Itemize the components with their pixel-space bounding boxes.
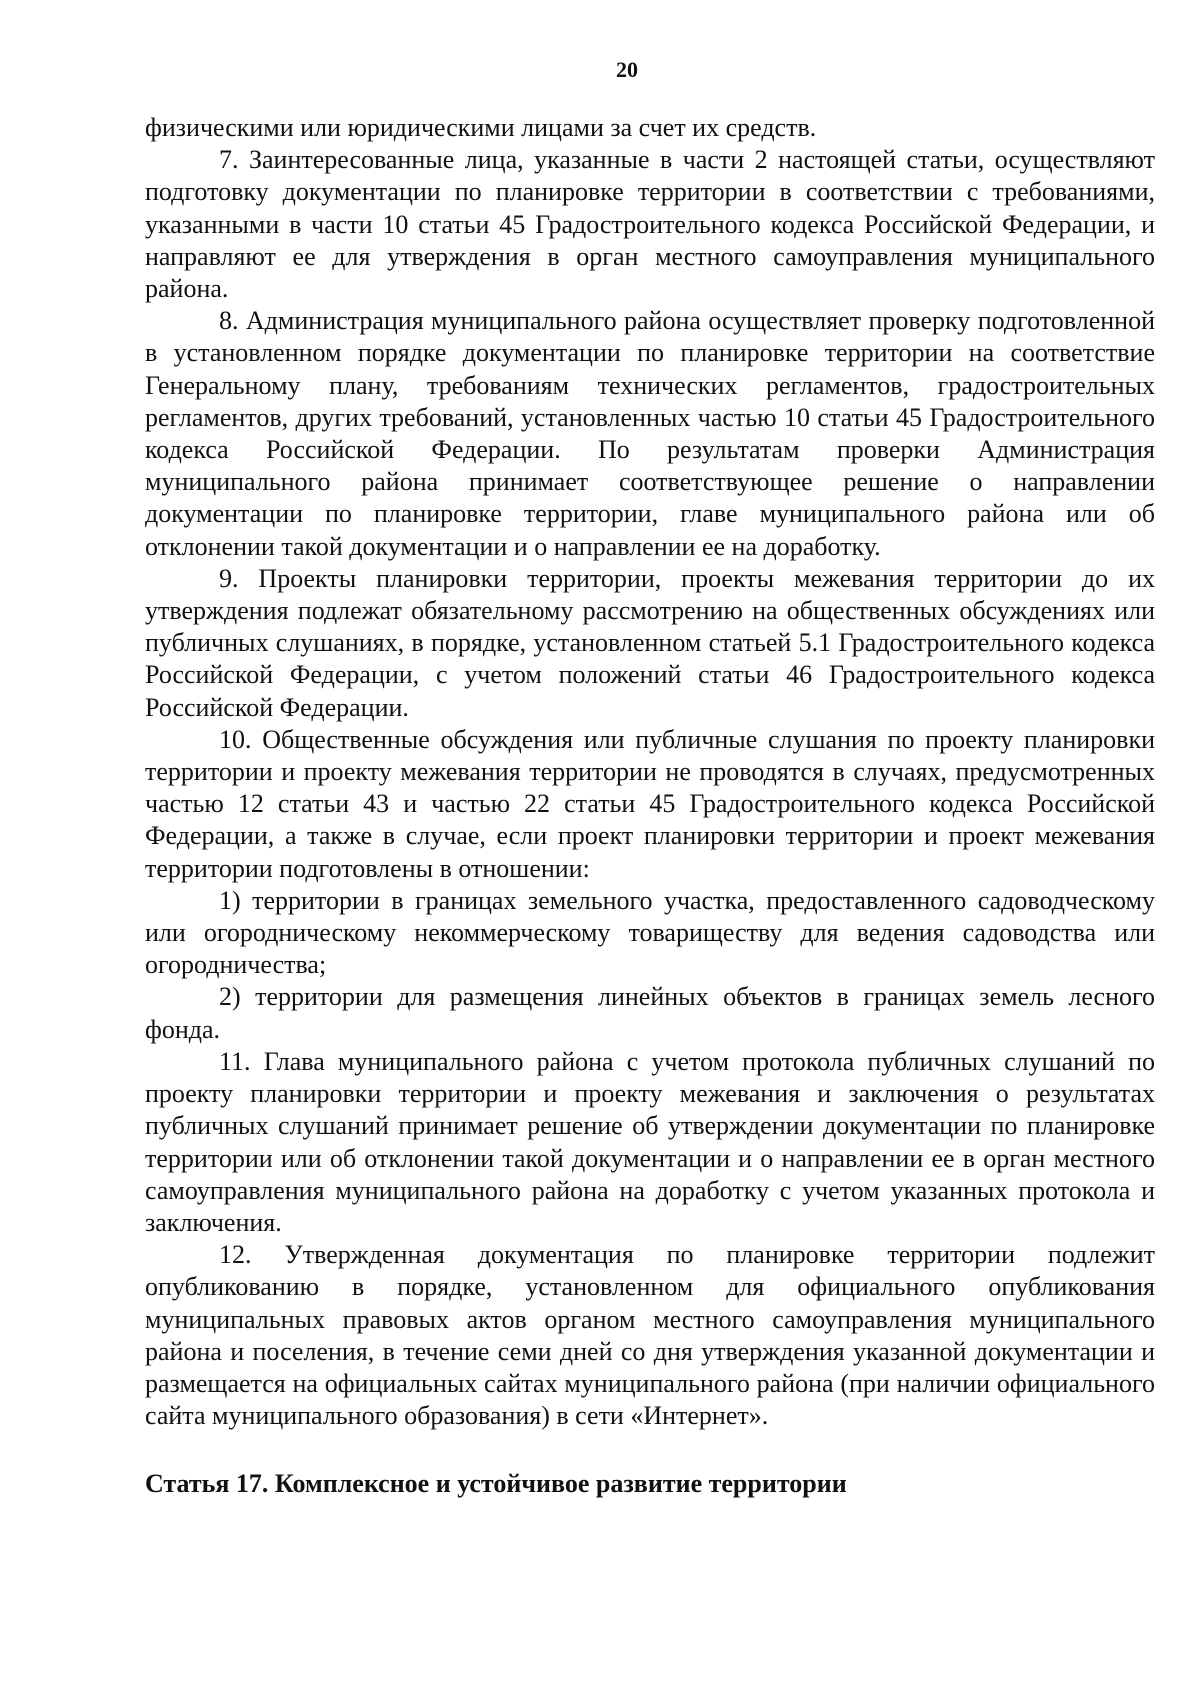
paragraph-continuation: физическими или юридическими лицами за счет их средств. bbox=[145, 113, 817, 142]
article-heading: Статья 17. Комплексное и устойчивое развитие территории bbox=[145, 1469, 847, 1499]
paragraph-subitem-1: 1) территории в границах земельного участка, предоставленного садоводческому или огородническому некоммерческому товариществу для ведения садоводства или огородничества; bbox=[145, 885, 1155, 980]
paragraph-item-10: 10. Общественные обсуждения или публичные слушания по проекту планировки территории и проекту межевания территории не проводятся в случаях, предусмотренных частью 12 статьи 43 и частью 22 статьи 45 Градостроительного кодекса Российской Федерации, а также в случае, если проект планировки территории и проект межевания территории подготовлены в отношении: bbox=[145, 724, 1155, 883]
document-body bbox=[145, 112, 1155, 1501]
paragraph-item-7: 7. Заинтересованные лица, указанные в части 2 настоящей статьи, осуществляют подготовку документации по планировке территории в соответствии с требованиями, указанными в части 10 статьи 45 Градостроительного кодекса Российской Федерации, и направляют ее для утверждения в орган местного самоуправления муниципального района. bbox=[145, 145, 1155, 304]
paragraph-item-12: 12. Утвержденная документация по планировке территории подлежит опубликованию в порядке, установленном для официального опубликования муниципальных правовых актов органом местного самоуправления муниципального района и поселения, в течение семи дней со дня утверждения указанной документации и размещается на официальных сайтах муниципального района (при наличии официального сайта муниципального образования) в сети «Интернет». bbox=[145, 1240, 1155, 1431]
paragraph-subitem-2: 2) территории для размещения линейных объектов в границах земель лесного фонда. bbox=[145, 982, 1155, 1044]
paragraph-item-11: 11. Глава муниципального района с учетом протокола публичных слушаний по проекту планировки территории и проекту межевания и заключения о результатах публичных слушаний принимает решение об утверждении документации по планировке территории или об отклонении такой документации и о направлении ее в орган местного самоуправления муниципального района на доработку с учетом указанных протокола и заключения. bbox=[145, 1046, 1155, 1237]
section-spacer bbox=[145, 1432, 1155, 1468]
paragraph-item-8: 8. Администрация муниципального района осуществляет проверку подготовленной в установленном порядке документации по планировке территории на соответствие Генеральному плану, требованиям технических регламентов, градостроительных регламентов, других требований, установленных частью 10 статьи 45 Градостроительного кодекса Российской Федерации. По результатам проверки Администрация муниципального района принимает соответствующее решение о направлении документации по планировке территории, главе муниципального района или об отклонении такой документации и о направлении ее на доработку. bbox=[145, 306, 1155, 561]
paragraph-item-9: 9. Проекты планировки территории, проекты межевания территории до их утверждения подлежат обязательному рассмотрению на общественных обсуждениях или публичных слушаниях, в порядке, установленном статьей 5.1 Градостроительного кодекса Российской Федерации, с учетом положений статьи 46 Градостроительного кодекса Российской Федерации. bbox=[145, 563, 1155, 722]
page-number: 20 bbox=[616, 57, 638, 82]
